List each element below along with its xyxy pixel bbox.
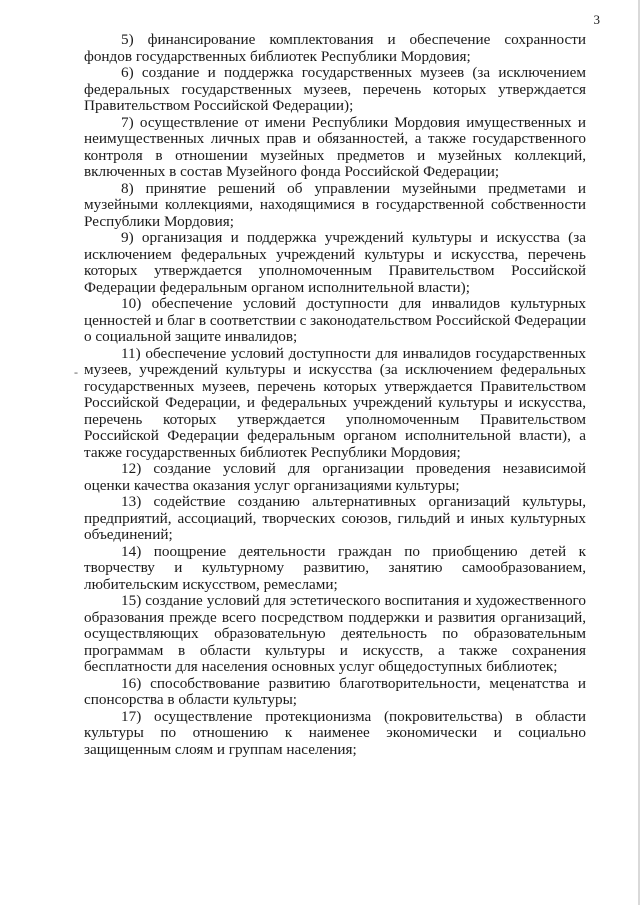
list-item-10: 10) обеспечение условий доступности для инвалидов культурных ценностей и благ в соответствии с законодательством Российской Федерации о социальной защите инвалидов; <box>84 295 586 345</box>
list-item-11: 11) обеспечение условий доступности для инвалидов государственных музеев, учреждений культуры и искусства (за исключением федеральных государственных музеев, перечень которых утверждается Правительством Российской Федерации, и федеральных учреждений культуры и искусства, перечень которых утверждается уполномоченным Правительством Российской Федерации федеральным органом исполнительной власти), а также государственных библиотек Республики Мордовия; <box>84 344 586 461</box>
margin-mark: - <box>74 365 78 379</box>
list-item-9: 9) организация и поддержка учреждений культуры и искусства (за исключением федеральных учреждений культуры и искусства, перечень которых утверждается уполномоченным Правительством Российской Федерации федеральным органом исполнительной власти); <box>84 229 586 296</box>
page-number: 3 <box>593 12 600 27</box>
list-item-12: 12) создание условий для организации проведения независимой оценки качества оказания услуг организациями культуры; <box>84 460 586 494</box>
list-item-14: 14) поощрение деятельности граждан по приобщению детей к творчеству и культурному развитию, занятию самообразованием, любительским искусством, ремеслами; <box>84 542 586 593</box>
list-item-16: 16) способствование развитию благотворительности, меценатства и спонсорства в области культуры; <box>84 674 586 708</box>
list-item-5: 5) финансирование комплектования и обеспечение сохранности фондов государственных библиотек Республики Мордовия; <box>84 31 586 65</box>
list-item-7: 7) осуществление от имени Республики Мордовия имущественных и неимущественных личных прав и обязанностей, а также государственного контроля в отношении музейных предметов и музейных коллекций, включенных в состав Музейного фонда Российской Федерации; <box>84 113 586 180</box>
list-item-13: 13) содействие созданию альтернативных организаций культуры, предприятий, ассоциаций, творческих союзов, гильдий и иных культурных объединений; <box>84 493 586 543</box>
list-item-8: 8) принятие решений об управлении музейными предметами и музейными коллекциями, находящимися в государственной собственности Республики Мордовия; <box>84 179 586 230</box>
document-body <box>84 32 586 758</box>
list-item-6: 6) создание и поддержка государственных музеев (за исключением федеральных государственных музеев, перечень которых утверждается Правительством Российской Федерации); <box>84 64 586 114</box>
list-item-15: 15) создание условий для эстетического воспитания и художественного образования прежде всего посредством поддержки и развития организаций, осуществляющих образовательную деятельность по образовательным программам в области культуры и искусств, а также сохранения бесплатности для населения основных услуг общедоступных библиотек; <box>84 592 586 675</box>
list-item-17: 17) осуществление протекционизма (покровительства) в области культуры по отношению к наименее экономически и социально защищенным слоям и группам населения; <box>84 707 586 758</box>
